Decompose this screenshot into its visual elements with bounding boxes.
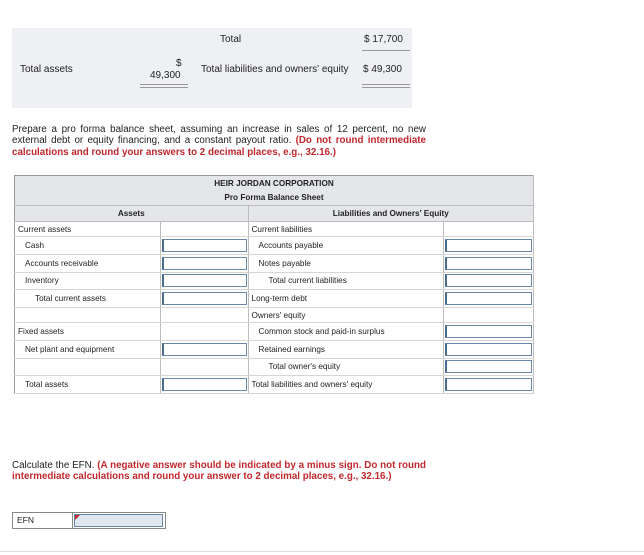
left-label: Net plant and equipment xyxy=(15,340,161,358)
table-row xyxy=(15,307,534,323)
summary-total-underline xyxy=(362,50,410,51)
total-liab-equity-double-line-2 xyxy=(362,87,410,88)
total-assets-dollar: $ xyxy=(176,58,182,69)
liabilities-header: Liabilities and Owners' Equity xyxy=(248,206,533,222)
summary-total-label: Total xyxy=(220,34,242,45)
net-plant-equipment-input[interactable] xyxy=(162,343,247,356)
right-label: Long-term debt xyxy=(248,290,444,308)
right-label: Retained earnings xyxy=(248,340,444,358)
left-label: Total current assets xyxy=(15,290,161,308)
instruction-efn-text: Calculate the EFN. xyxy=(12,460,95,471)
cash-input[interactable] xyxy=(162,239,247,252)
company-name: HEIR JORDAN CORPORATION xyxy=(15,176,534,191)
right-label: Total liabilities and owners' equity xyxy=(248,376,444,394)
common-stock-input[interactable] xyxy=(445,325,532,338)
right-label: Total current liabilities xyxy=(248,272,444,290)
left-label: Total assets xyxy=(15,376,161,394)
total-current-liabilities-input[interactable] xyxy=(445,274,532,287)
right-label: Common stock and paid-in surplus xyxy=(248,323,444,341)
total-assets-input[interactable] xyxy=(162,378,247,391)
left-label: Cash xyxy=(15,237,161,255)
total-liab-equity-label: Total liabilities and owners' equity xyxy=(201,64,349,75)
instruction-balance-sheet-text: Prepare a pro forma balance sheet, assuming an increase in sales of 12 percent, no new external debt or equity financing, and a constant payout ratio. xyxy=(12,124,426,147)
statement-title: Pro Forma Balance Sheet xyxy=(15,191,534,206)
retained-earnings-input[interactable] xyxy=(445,343,532,356)
right-label: Accounts payable xyxy=(248,237,444,255)
left-label: Current assets xyxy=(15,221,161,237)
table-row xyxy=(15,376,534,394)
total-assets-double-line-2 xyxy=(140,87,188,88)
efn-row xyxy=(12,512,166,529)
table-row xyxy=(15,340,534,358)
left-label xyxy=(15,358,161,376)
table-row xyxy=(15,358,534,376)
right-label: Owners' equity xyxy=(248,307,444,323)
total-liab-equity-double-line-1 xyxy=(362,84,410,85)
accounts-payable-input[interactable] xyxy=(445,239,532,252)
instruction-balance-sheet xyxy=(12,124,426,158)
total-assets-value: 49,300 xyxy=(150,70,181,81)
left-label: Fixed assets xyxy=(15,323,161,341)
pro-forma-balance-sheet xyxy=(14,175,534,394)
total-liab-equity-value: $ 49,300 xyxy=(363,64,402,75)
total-liabilities-equity-input[interactable] xyxy=(445,378,532,391)
notes-payable-input[interactable] xyxy=(445,257,532,270)
instruction-efn xyxy=(12,460,426,483)
instruction-balance-sheet-emphasis: (Do not round intermediate calculations and round your answers to 2 decimal places, e.g., 32.16.) xyxy=(12,135,427,158)
instruction-efn-emphasis: (A negative answer should be indicated by a minus sign. Do not round intermediate calculations and round your answer to 2 decimal places, e.g., 32.16.) xyxy=(12,460,426,483)
total-assets-label: Total assets xyxy=(20,64,73,75)
table-row xyxy=(15,272,534,290)
total-assets-double-line-1 xyxy=(140,84,188,85)
accounts-receivable-input[interactable] xyxy=(162,257,247,270)
right-label: Notes payable xyxy=(248,254,444,272)
summary-total-value: $ 17,700 xyxy=(364,34,403,45)
table-row xyxy=(15,237,534,255)
left-label xyxy=(15,307,161,323)
table-row xyxy=(15,254,534,272)
right-label: Current liabilities xyxy=(248,221,444,237)
total-owners-equity-input[interactable] xyxy=(445,360,532,373)
table-row xyxy=(15,323,534,341)
left-label: Accounts receivable xyxy=(15,254,161,272)
table-row xyxy=(15,221,534,237)
assets-header: Assets xyxy=(15,206,249,222)
total-current-assets-input[interactable] xyxy=(162,292,247,305)
inventory-input[interactable] xyxy=(162,274,247,287)
efn-input[interactable] xyxy=(74,514,163,527)
long-term-debt-input[interactable] xyxy=(445,292,532,305)
efn-input-marker-icon xyxy=(75,515,80,520)
table-row xyxy=(15,290,534,308)
right-label: Total owner's equity xyxy=(248,358,444,376)
left-label: Inventory xyxy=(15,272,161,290)
efn-label: EFN xyxy=(13,513,73,528)
bottom-divider xyxy=(0,551,644,552)
